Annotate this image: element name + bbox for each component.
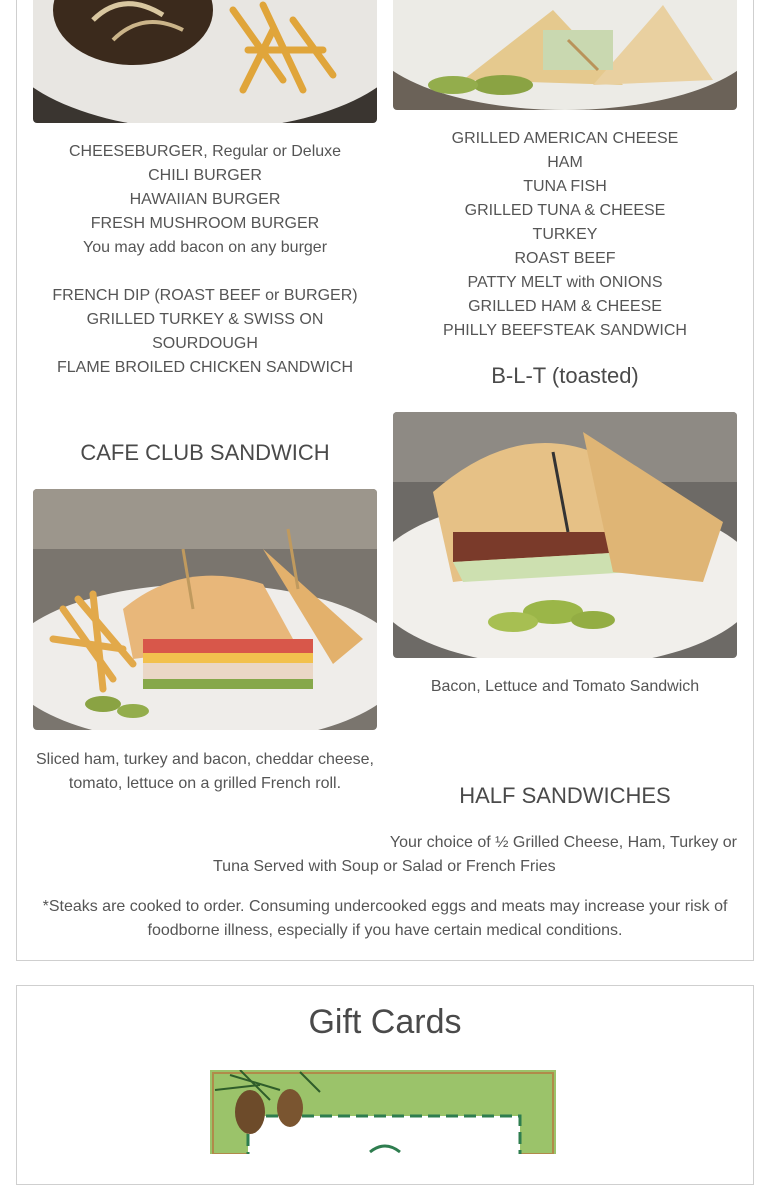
grilled-sandwich-photo [393,0,737,110]
menu-item: PHILLY BEEFSTEAK SANDWICH [443,322,687,339]
club-sandwich-photo [33,489,377,730]
menu-note: You may add bacon on any burger [82,239,328,256]
half-sandwiches-heading: HALF SANDWICHES [459,783,671,808]
half-sandwiches-description [33,831,737,879]
description-line: tomato, lettuce on a grilled French roll. [68,775,342,792]
menu-item: GRILLED HAM & CHEESE [468,298,662,315]
menu-item: GRILLED TUNA & CHEESE [464,202,666,219]
burger-list [33,140,377,260]
disclaimer-line: foodborne illness, especially if you have certain medical conditions. [147,922,623,939]
food-safety-disclaimer [33,895,737,943]
burger-photo [33,0,377,123]
description-line: Tuna Served with Soup or Salad or French Fries [213,858,556,875]
menu-item: SOURDOUGH [152,335,258,352]
menu-item: CHILI BURGER [148,167,262,184]
menu-item: CHEESEBURGER, Regular or Deluxe [68,143,342,160]
gift-card-image[interactable] [210,1070,556,1154]
club-heading: CAFE CLUB SANDWICH [80,440,330,465]
blt-photo [393,412,737,658]
club-description [23,748,387,796]
other-sandwich-list [33,284,377,380]
menu-item: TURKEY [532,226,598,243]
menu-item: PATTY MELT with ONIONS [467,274,663,291]
disclaimer-line: *Steaks are cooked to order. Consuming undercooked eggs and meats may increase your risk of [42,898,728,915]
menu-item: GRILLED TURKEY & SWISS ON [86,311,324,328]
blt-heading: B-L-T (toasted) [491,363,639,388]
description-line: Sliced ham, turkey and bacon, cheddar cheese, [36,751,374,768]
menu-item: ROAST BEEF [514,250,616,267]
menu-item: HAM [547,154,583,171]
menu-item: FLAME BROILED CHICKEN SANDWICH [56,359,354,376]
menu-item: TUNA FISH [523,178,607,195]
menu-item: FRESH MUSHROOM BURGER [90,215,320,232]
menu-item: GRILLED AMERICAN CHEESE [451,130,679,147]
menu-item: HAWAIIAN BURGER [129,191,281,208]
sandwich-list [393,127,737,343]
description-line: Your choice of ½ Grilled Cheese, Ham, Turkey or [389,834,737,851]
gift-cards-heading: Gift Cards [308,1003,462,1041]
menu-item: FRENCH DIP (ROAST BEEF or BURGER) [52,287,358,304]
blt-description: Bacon, Lettuce and Tomato Sandwich [430,678,700,695]
